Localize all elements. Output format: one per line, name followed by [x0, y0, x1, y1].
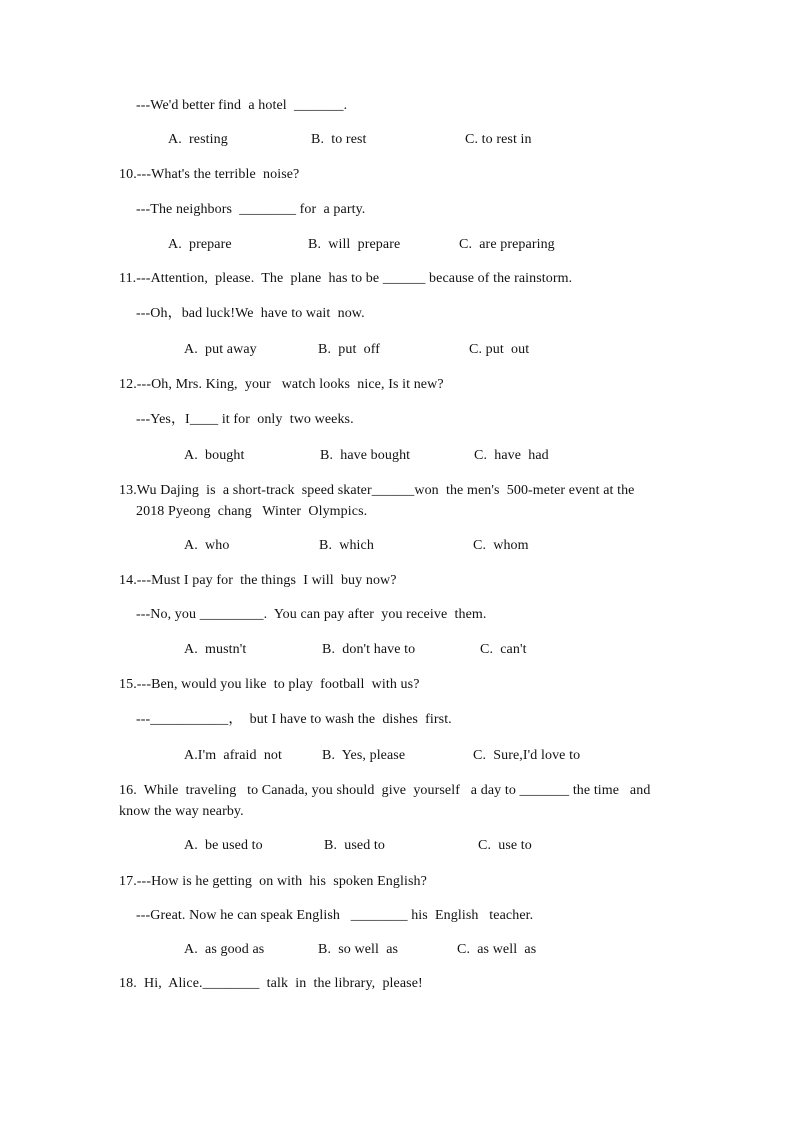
answer-line: ---We'd better find a hotel _______.	[136, 98, 348, 113]
option-c: C. use to	[478, 838, 532, 853]
options-row	[0, 537, 794, 555]
option-c: C. whom	[473, 538, 529, 553]
question-line: 15.---Ben, would you like to play football with us?	[119, 677, 420, 692]
options-row	[0, 236, 794, 254]
question-line: 11.---Attention, please. The plane has to be ______ because of the rainstorm.	[119, 271, 573, 286]
question-line: 10.---What's the terrible noise?	[119, 167, 300, 182]
option-b: B. don't have to	[322, 642, 416, 657]
option-b: B. used to	[324, 838, 385, 853]
answer-line: ---The neighbors ________ for a party.	[136, 202, 366, 217]
options-row	[0, 447, 794, 465]
question-line: 12.---Oh, Mrs. King, your watch looks nice, Is it new?	[119, 377, 444, 392]
option-b: B. Yes, please	[322, 748, 406, 763]
option-b: B. have bought	[320, 448, 411, 463]
question-line: know the way nearby.	[119, 804, 244, 819]
option-b: B. so well as	[318, 942, 399, 957]
options-row	[0, 941, 794, 959]
question-line: 14.---Must I pay for the things I will buy now?	[119, 573, 397, 588]
option-a: A.I'm afraid not	[184, 748, 283, 763]
option-c: C. put out	[469, 342, 530, 357]
option-c: C. Sure,I'd love to	[473, 748, 581, 763]
question-line: 16. While traveling to Canada, you should give yourself a day to _______ the time and	[119, 783, 651, 798]
option-a: A. who	[184, 538, 230, 553]
option-b: B. to rest	[311, 132, 367, 147]
options-row	[0, 837, 794, 855]
option-b: B. which	[319, 538, 374, 553]
option-c: C. can't	[480, 642, 527, 657]
answer-line: ---Oh，bad luck!We have to wait now.	[136, 306, 365, 321]
option-c: C. are preparing	[459, 237, 555, 252]
answer-line: ---Yes，I____ it for only two weeks.	[136, 412, 354, 427]
question-line: 13.Wu Dajing is a short-track speed skater______won the men's 500-meter event at the	[119, 483, 635, 498]
option-a: A. bought	[184, 448, 245, 463]
question-line: 17.---How is he getting on with his spoken English?	[119, 874, 427, 889]
option-c: C. have had	[474, 448, 549, 463]
answer-line: ---No, you _________. You can pay after you receive them.	[136, 607, 487, 622]
option-a: A. as good as	[184, 942, 265, 957]
option-c: C. as well as	[457, 942, 537, 957]
options-row	[0, 131, 794, 149]
options-row	[0, 641, 794, 659]
options-row	[0, 747, 794, 765]
option-a: A. mustn't	[184, 642, 247, 657]
options-row	[0, 341, 794, 359]
answer-line: ---Great. Now he can speak English ________ his English teacher.	[136, 908, 534, 923]
option-a: A. resting	[168, 132, 228, 147]
question-line: 18. Hi, Alice.________ talk in the library, please!	[119, 976, 423, 991]
answer-line: ---___________， but I have to wash the dishes first.	[136, 712, 452, 727]
option-b: B. will prepare	[308, 237, 401, 252]
option-a: A. be used to	[184, 838, 263, 853]
option-a: A. prepare	[168, 237, 232, 252]
question-line: 2018 Pyeong chang Winter Olympics.	[136, 504, 368, 519]
option-b: B. put off	[318, 342, 380, 357]
option-c: C. to rest in	[465, 132, 532, 147]
option-a: A. put away	[184, 342, 257, 357]
